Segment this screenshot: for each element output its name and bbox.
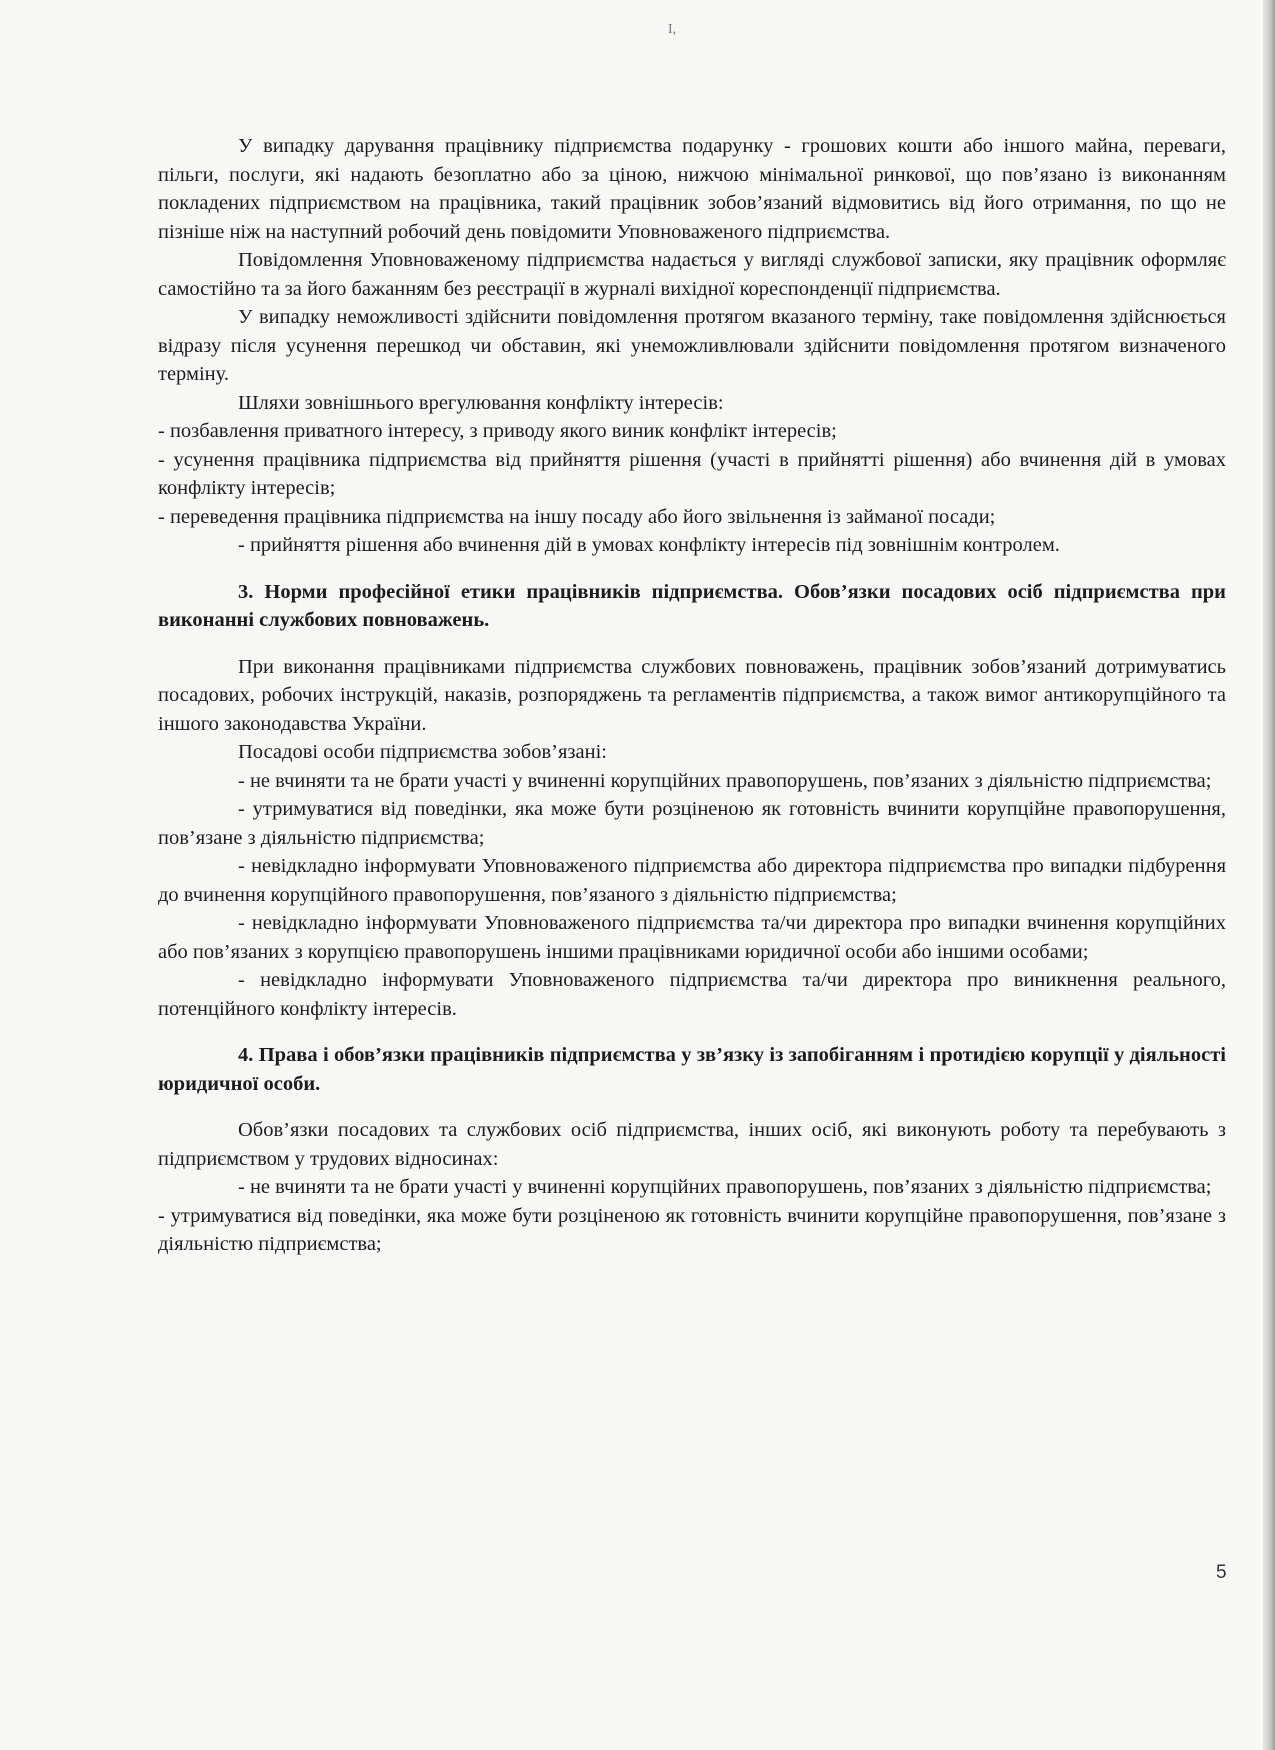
top-mark: I, [668, 22, 677, 37]
list-item: - утримуватися від поведінки, яка може бути розціненою як готовність вчинити корупційне правопорушення, пов’язане з діяльністю підприємства; [158, 798, 1226, 849]
page-edge-shadow [1263, 0, 1275, 1750]
paragraph-external-settlement-intro: Шляхи зовнішнього врегулювання конфлікту інтересів: [238, 391, 724, 414]
list-item: - позбавлення приватного інтересу, з приводу якого виник конфлікт інтересів; [158, 420, 837, 442]
document-body [158, 132, 1226, 1259]
paragraph-notification-delay: У випадку неможливості здійснити повідомлення протягом вказаного терміну, таке повідомлення здійснюється відразу після усунення перешкод чи обставин, які унеможливлювали здійснити повідомлення протягом визначеного терміну. [158, 306, 1226, 385]
list-item: - прийняття рішення або вчинення дій в умовах конфлікту інтересів під зовнішнім контролем. [238, 534, 1060, 556]
list-item: - невідкладно інформувати Уповноваженого підприємства та/чи директора про випадки вчинення корупційних або пов’язаних з корупцією правопорушень іншими працівниками юридичної особи або іншими особами; [158, 912, 1226, 963]
list-item: - невідкладно інформувати Уповноваженого підприємства та/чи директора про виникнення реального, потенційного конфлікту інтересів. [158, 969, 1226, 1020]
section-heading-4: 4. Права і обов’язки працівників підприємства у зв’язку із запобіганням і протидією корупції у діяльності юридичної особи. [158, 1044, 1226, 1095]
list-item: - утримуватися від поведінки, яка може бути розціненою як готовність вчинити корупційне правопорушення, пов’язане з діяльністю підприємства; [158, 1204, 1226, 1255]
section-heading-3: 3. Норми професійної етики працівників підприємства. Обов’язки посадових осіб підприємства при виконанні службових повноважень. [158, 580, 1226, 631]
list-item: - усунення працівника підприємства від прийняття рішення (участі в прийнятті рішення) або вчинення дій в умовах конфлікту інтересів; [158, 448, 1226, 499]
list-item: - переведення працівника підприємства на іншу посаду або його звільнення із займаної посади; [158, 505, 996, 528]
paragraph-officials-obliged: Посадові особи підприємства зобов’язані: [238, 741, 607, 763]
paragraph-gift-refusal: У випадку дарування працівнику підприємства подарунку - грошових кошти або іншого майна, переваги, пільги, послуги, які надають безоплатно або за ціною, нижчою мінімальної ринкової, що пов’язано із виконанням покладених підприємством на працівника, такий працівник зобов’язаний відмовитись від його отримання, по що не пізніше ніж на наступний робочий день повідомити Уповноваженого підприємства. [158, 135, 1226, 243]
paragraph-notification-form: Повідомлення Уповноваженому підприємства надається у вигляді службової записки, яку працівник оформляє самостійно та за його бажанням без реєстрації в журналі вихідної кореспонденції підприємства. [158, 249, 1226, 300]
list-item: - не вчиняти та не брати участі у вчиненні корупційних правопорушень, пов’язаних з діяльністю підприємства; [238, 769, 1212, 792]
list-item: - невідкладно інформувати Уповноваженого підприємства або директора підприємства про випадки підбурення до вчинення корупційного правопорушення, пов’язаного з діяльністю підприємства; [158, 855, 1226, 906]
paragraph-duties-compliance: При виконання працівниками підприємства службових повноважень, працівник зобов’язаний дотримуватись посадових, робочих інструкцій, наказів, розпоряджень та регламентів підприємства, а також вимог антикорупційного та іншого законодавства України. [158, 655, 1226, 735]
page-number: 5 [1216, 1562, 1227, 1583]
list-item: - не вчиняти та не брати участі у вчиненні корупційних правопорушень, пов’язаних з діяльністю підприємства; [238, 1176, 1212, 1198]
paragraph-duties-employees: Обов’язки посадових та службових осіб підприємства, інших осіб, які виконують роботу та перебувають з підприємством у трудових відносинах: [158, 1119, 1226, 1170]
